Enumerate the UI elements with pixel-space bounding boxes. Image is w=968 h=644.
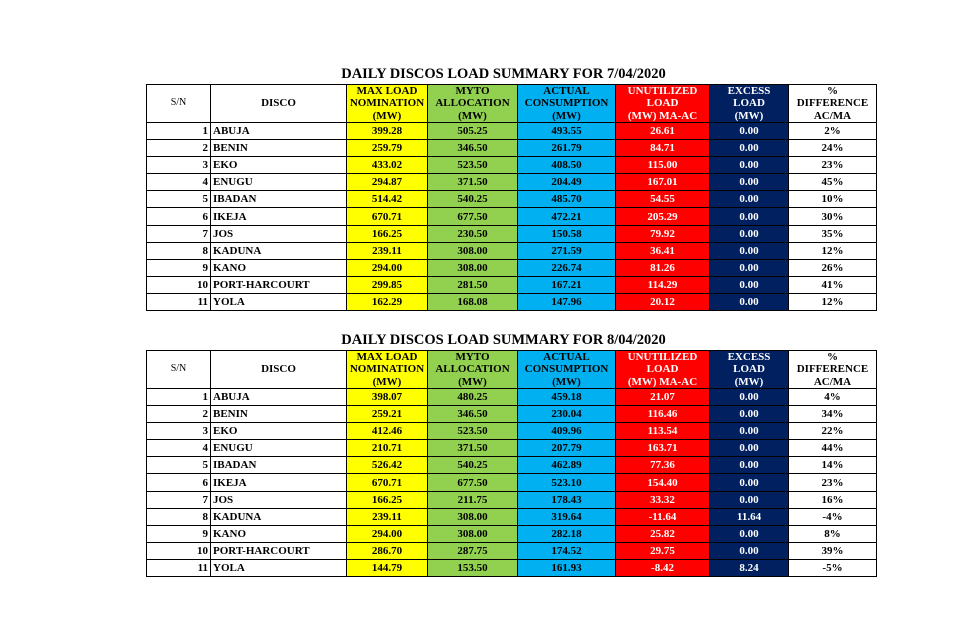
- cell-myto: 371.50: [428, 174, 518, 191]
- cell-myto: 308.00: [428, 242, 518, 259]
- cell-actual: 271.59: [518, 242, 616, 259]
- cell-unutilized: 205.29: [616, 208, 710, 225]
- cell-myto: 308.00: [428, 525, 518, 542]
- cell-sn: 2: [147, 140, 211, 157]
- table-title: DAILY DISCOS LOAD SUMMARY FOR 8/04/2020: [341, 332, 666, 348]
- cell-unutilized: 81.26: [616, 259, 710, 276]
- header-actual: ACTUAL CONSUMPTION (MW): [518, 351, 616, 389]
- header-unutilized: UNUTILIZED LOAD (MW) MA-AC: [616, 85, 710, 123]
- cell-myto: 346.50: [428, 406, 518, 423]
- cell-sn: 6: [147, 208, 211, 225]
- cell-excess: 0.00: [710, 157, 789, 174]
- cell-difference: 14%: [789, 457, 877, 474]
- cell-actual: 319.64: [518, 508, 616, 525]
- table-row: [147, 406, 877, 423]
- cell-sn: 1: [147, 389, 211, 406]
- cell-myto: 287.75: [428, 542, 518, 559]
- header-difference: % DIFFERENCE AC/MA: [789, 85, 877, 123]
- load-summary-block-2: [146, 330, 876, 577]
- load-summary-table: [146, 84, 877, 311]
- load-summary-table: [146, 350, 877, 577]
- cell-myto: 168.08: [428, 293, 518, 310]
- cell-excess: 0.00: [710, 389, 789, 406]
- table-row: [147, 525, 877, 542]
- table-row: [147, 440, 877, 457]
- cell-unutilized: 26.61: [616, 123, 710, 140]
- cell-unutilized: 84.71: [616, 140, 710, 157]
- cell-myto: 230.50: [428, 225, 518, 242]
- cell-unutilized: -8.42: [616, 559, 710, 576]
- cell-disco: IKEJA: [211, 474, 347, 491]
- cell-actual: 409.96: [518, 423, 616, 440]
- cell-myto: 153.50: [428, 559, 518, 576]
- cell-max-load: 514.42: [347, 191, 428, 208]
- cell-max-load: 259.79: [347, 140, 428, 157]
- cell-sn: 8: [147, 508, 211, 525]
- header-sn: S/N: [147, 351, 211, 389]
- cell-excess: 0.00: [710, 259, 789, 276]
- cell-actual: 485.70: [518, 191, 616, 208]
- cell-max-load: 239.11: [347, 508, 428, 525]
- cell-sn: 9: [147, 259, 211, 276]
- table-row: [147, 508, 877, 525]
- cell-disco: ENUGU: [211, 174, 347, 191]
- table-row: [147, 123, 877, 140]
- cell-difference: -5%: [789, 559, 877, 576]
- cell-difference: 23%: [789, 157, 877, 174]
- cell-sn: 11: [147, 559, 211, 576]
- cell-disco: YOLA: [211, 559, 347, 576]
- cell-difference: 44%: [789, 440, 877, 457]
- cell-excess: 11.64: [710, 508, 789, 525]
- header-row: [147, 85, 877, 123]
- cell-sn: 10: [147, 542, 211, 559]
- cell-unutilized: 20.12: [616, 293, 710, 310]
- cell-sn: 5: [147, 191, 211, 208]
- cell-excess: 0.00: [710, 208, 789, 225]
- table-title: DAILY DISCOS LOAD SUMMARY FOR 7/04/2020: [341, 66, 666, 82]
- cell-unutilized: 154.40: [616, 474, 710, 491]
- table-row: [147, 293, 877, 310]
- cell-unutilized: 29.75: [616, 542, 710, 559]
- cell-excess: 0.00: [710, 406, 789, 423]
- cell-unutilized: 116.46: [616, 406, 710, 423]
- cell-myto: 540.25: [428, 457, 518, 474]
- cell-difference: 34%: [789, 406, 877, 423]
- cell-unutilized: 115.00: [616, 157, 710, 174]
- cell-excess: 0.00: [710, 474, 789, 491]
- cell-sn: 4: [147, 440, 211, 457]
- header-myto: MYTO ALLOCATION (MW): [428, 351, 518, 389]
- cell-max-load: 144.79: [347, 559, 428, 576]
- cell-excess: 0.00: [710, 174, 789, 191]
- cell-sn: 3: [147, 157, 211, 174]
- load-summary-block-1: [146, 64, 876, 311]
- table-row: [147, 491, 877, 508]
- cell-myto: 281.50: [428, 276, 518, 293]
- cell-sn: 3: [147, 423, 211, 440]
- cell-difference: 2%: [789, 123, 877, 140]
- cell-actual: 226.74: [518, 259, 616, 276]
- cell-unutilized: 79.92: [616, 225, 710, 242]
- table-row: [147, 140, 877, 157]
- cell-max-load: 210.71: [347, 440, 428, 457]
- cell-difference: 23%: [789, 474, 877, 491]
- cell-difference: 12%: [789, 242, 877, 259]
- cell-disco: JOS: [211, 491, 347, 508]
- cell-excess: 0.00: [710, 440, 789, 457]
- cell-max-load: 398.07: [347, 389, 428, 406]
- cell-myto: 677.50: [428, 208, 518, 225]
- table-row: [147, 208, 877, 225]
- header-row: [147, 351, 877, 389]
- cell-disco: KANO: [211, 525, 347, 542]
- cell-difference: 35%: [789, 225, 877, 242]
- cell-actual: 204.49: [518, 174, 616, 191]
- cell-difference: 10%: [789, 191, 877, 208]
- cell-unutilized: 167.01: [616, 174, 710, 191]
- cell-unutilized: 163.71: [616, 440, 710, 457]
- cell-disco: ABUJA: [211, 389, 347, 406]
- cell-myto: 371.50: [428, 440, 518, 457]
- cell-max-load: 294.00: [347, 525, 428, 542]
- header-max-load: MAX LOAD NOMINATION (MW): [347, 85, 428, 123]
- cell-excess: 0.00: [710, 140, 789, 157]
- cell-unutilized: 114.29: [616, 276, 710, 293]
- cell-actual: 167.21: [518, 276, 616, 293]
- cell-actual: 462.89: [518, 457, 616, 474]
- cell-sn: 11: [147, 293, 211, 310]
- header-disco: DISCO: [211, 351, 347, 389]
- cell-sn: 7: [147, 225, 211, 242]
- cell-max-load: 166.25: [347, 225, 428, 242]
- header-disco: DISCO: [211, 85, 347, 123]
- cell-max-load: 526.42: [347, 457, 428, 474]
- cell-actual: 493.55: [518, 123, 616, 140]
- table-row: [147, 389, 877, 406]
- cell-sn: 2: [147, 406, 211, 423]
- cell-max-load: 294.00: [347, 259, 428, 276]
- cell-max-load: 433.02: [347, 157, 428, 174]
- cell-sn: 4: [147, 174, 211, 191]
- cell-max-load: 166.25: [347, 491, 428, 508]
- cell-excess: 0.00: [710, 491, 789, 508]
- table-row: [147, 242, 877, 259]
- cell-difference: 12%: [789, 293, 877, 310]
- cell-difference: 45%: [789, 174, 877, 191]
- cell-excess: 0.00: [710, 123, 789, 140]
- cell-sn: 7: [147, 491, 211, 508]
- table-row: [147, 457, 877, 474]
- header-unutilized: UNUTILIZED LOAD (MW) MA-AC: [616, 351, 710, 389]
- cell-difference: 41%: [789, 276, 877, 293]
- cell-disco: PORT-HARCOURT: [211, 276, 347, 293]
- table-row: [147, 191, 877, 208]
- cell-unutilized: 21.07: [616, 389, 710, 406]
- table-row: [147, 423, 877, 440]
- cell-max-load: 670.71: [347, 208, 428, 225]
- cell-disco: KANO: [211, 259, 347, 276]
- table-row: [147, 276, 877, 293]
- cell-myto: 677.50: [428, 474, 518, 491]
- cell-excess: 0.00: [710, 242, 789, 259]
- cell-unutilized: -11.64: [616, 508, 710, 525]
- cell-myto: 523.50: [428, 423, 518, 440]
- cell-difference: 16%: [789, 491, 877, 508]
- cell-max-load: 286.70: [347, 542, 428, 559]
- cell-actual: 174.52: [518, 542, 616, 559]
- cell-myto: 540.25: [428, 191, 518, 208]
- cell-disco: ABUJA: [211, 123, 347, 140]
- cell-excess: 8.24: [710, 559, 789, 576]
- cell-difference: 4%: [789, 389, 877, 406]
- cell-excess: 0.00: [710, 525, 789, 542]
- cell-myto: 308.00: [428, 259, 518, 276]
- cell-max-load: 412.46: [347, 423, 428, 440]
- cell-actual: 282.18: [518, 525, 616, 542]
- header-excess: EXCESS LOAD (MW): [710, 351, 789, 389]
- cell-difference: 39%: [789, 542, 877, 559]
- cell-sn: 5: [147, 457, 211, 474]
- cell-excess: 0.00: [710, 457, 789, 474]
- cell-actual: 150.58: [518, 225, 616, 242]
- header-difference: % DIFFERENCE AC/MA: [789, 351, 877, 389]
- cell-myto: 505.25: [428, 123, 518, 140]
- table-row: [147, 542, 877, 559]
- cell-unutilized: 33.32: [616, 491, 710, 508]
- cell-sn: 9: [147, 525, 211, 542]
- cell-difference: 26%: [789, 259, 877, 276]
- table-row: [147, 174, 877, 191]
- cell-disco: IBADAN: [211, 457, 347, 474]
- cell-excess: 0.00: [710, 276, 789, 293]
- cell-disco: YOLA: [211, 293, 347, 310]
- cell-actual: 161.93: [518, 559, 616, 576]
- cell-actual: 459.18: [518, 389, 616, 406]
- cell-disco: KADUNA: [211, 242, 347, 259]
- cell-actual: 147.96: [518, 293, 616, 310]
- cell-sn: 6: [147, 474, 211, 491]
- cell-disco: IBADAN: [211, 191, 347, 208]
- header-sn: S/N: [147, 85, 211, 123]
- cell-excess: 0.00: [710, 542, 789, 559]
- cell-myto: 480.25: [428, 389, 518, 406]
- cell-max-load: 399.28: [347, 123, 428, 140]
- cell-myto: 211.75: [428, 491, 518, 508]
- cell-sn: 10: [147, 276, 211, 293]
- cell-disco: JOS: [211, 225, 347, 242]
- table-row: [147, 559, 877, 576]
- cell-actual: 230.04: [518, 406, 616, 423]
- table-row: [147, 259, 877, 276]
- cell-actual: 261.79: [518, 140, 616, 157]
- cell-actual: 207.79: [518, 440, 616, 457]
- cell-unutilized: 113.54: [616, 423, 710, 440]
- header-excess: EXCESS LOAD (MW): [710, 85, 789, 123]
- cell-disco: BENIN: [211, 406, 347, 423]
- table-row: [147, 225, 877, 242]
- cell-actual: 523.10: [518, 474, 616, 491]
- table-row: [147, 157, 877, 174]
- cell-disco: IKEJA: [211, 208, 347, 225]
- cell-sn: 8: [147, 242, 211, 259]
- cell-disco: KADUNA: [211, 508, 347, 525]
- cell-sn: 1: [147, 123, 211, 140]
- cell-actual: 178.43: [518, 491, 616, 508]
- cell-max-load: 294.87: [347, 174, 428, 191]
- cell-disco: PORT-HARCOURT: [211, 542, 347, 559]
- table-row: [147, 474, 877, 491]
- cell-disco: EKO: [211, 157, 347, 174]
- cell-unutilized: 36.41: [616, 242, 710, 259]
- header-myto: MYTO ALLOCATION (MW): [428, 85, 518, 123]
- cell-difference: 22%: [789, 423, 877, 440]
- cell-excess: 0.00: [710, 225, 789, 242]
- cell-max-load: 299.85: [347, 276, 428, 293]
- cell-difference: 24%: [789, 140, 877, 157]
- cell-disco: EKO: [211, 423, 347, 440]
- cell-actual: 408.50: [518, 157, 616, 174]
- cell-excess: 0.00: [710, 423, 789, 440]
- cell-disco: ENUGU: [211, 440, 347, 457]
- cell-unutilized: 77.36: [616, 457, 710, 474]
- cell-myto: 523.50: [428, 157, 518, 174]
- cell-unutilized: 25.82: [616, 525, 710, 542]
- cell-max-load: 670.71: [347, 474, 428, 491]
- cell-myto: 308.00: [428, 508, 518, 525]
- cell-excess: 0.00: [710, 293, 789, 310]
- cell-myto: 346.50: [428, 140, 518, 157]
- cell-difference: 8%: [789, 525, 877, 542]
- cell-max-load: 259.21: [347, 406, 428, 423]
- cell-actual: 472.21: [518, 208, 616, 225]
- header-max-load: MAX LOAD NOMINATION (MW): [347, 351, 428, 389]
- cell-disco: BENIN: [211, 140, 347, 157]
- cell-max-load: 162.29: [347, 293, 428, 310]
- cell-unutilized: 54.55: [616, 191, 710, 208]
- cell-max-load: 239.11: [347, 242, 428, 259]
- cell-difference: -4%: [789, 508, 877, 525]
- header-actual: ACTUAL CONSUMPTION (MW): [518, 85, 616, 123]
- cell-excess: 0.00: [710, 191, 789, 208]
- cell-difference: 30%: [789, 208, 877, 225]
